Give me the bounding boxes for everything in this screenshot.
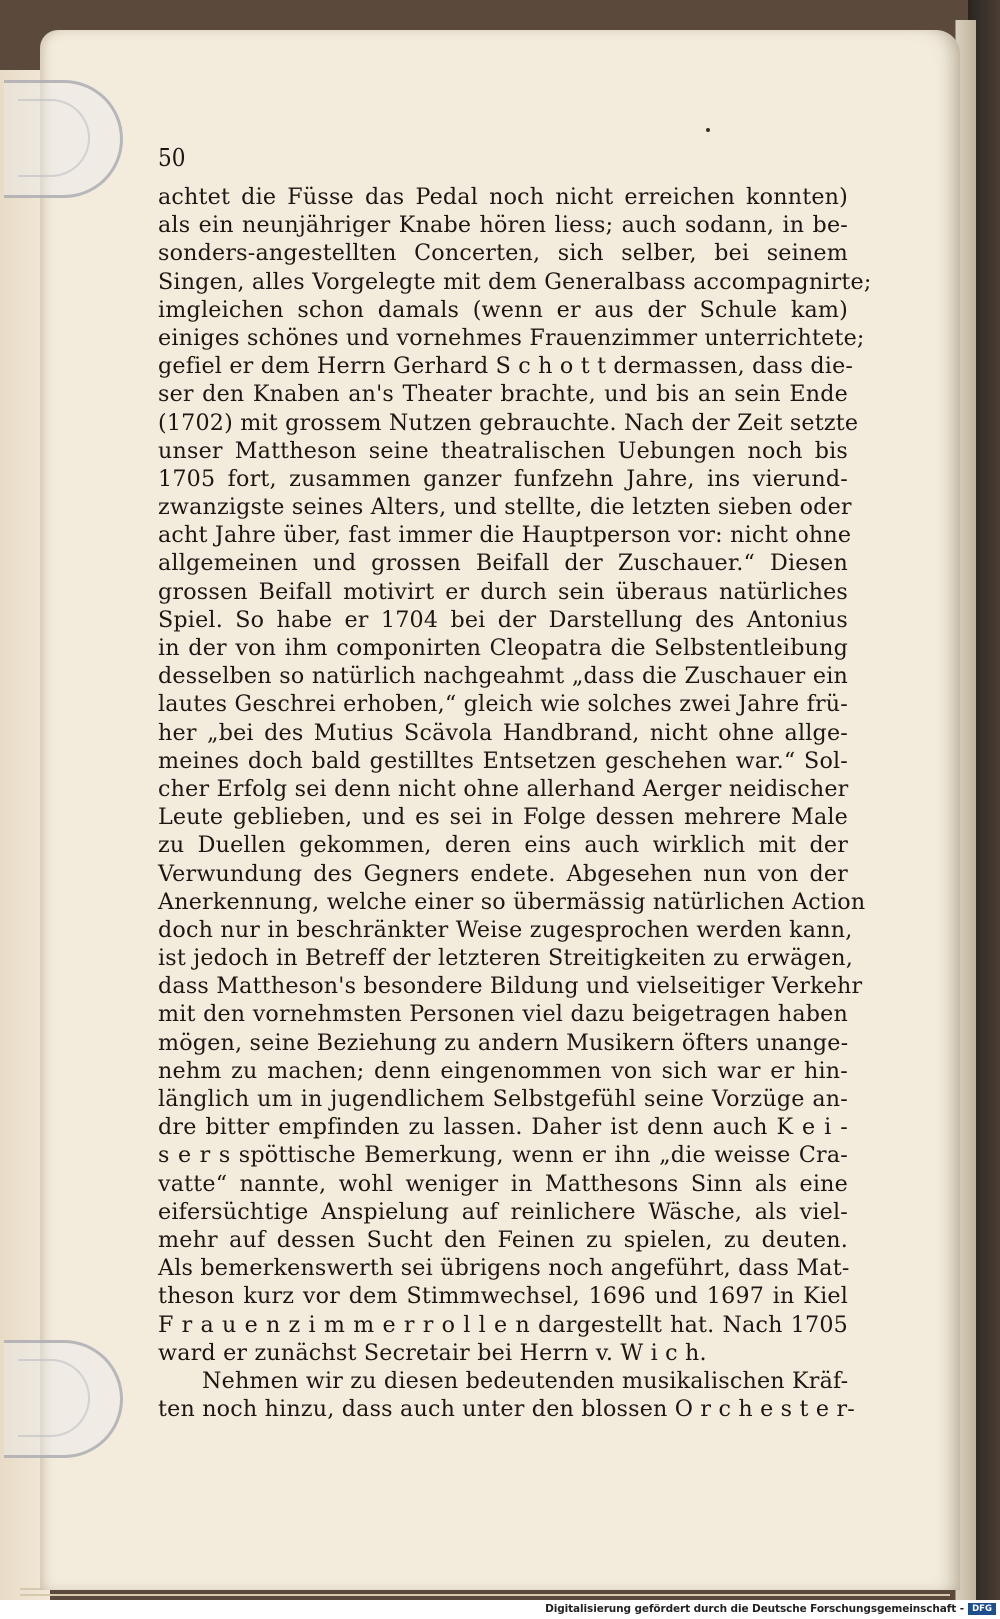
digitization-credit: Digitalisierung gefördert durch die Deutsche Forschungsgemeinschaft - [545, 1603, 964, 1615]
text-line: cher Erfolg sei denn nicht ohne allerhand Aerger neidischer [158, 775, 849, 802]
text-line: her „bei des Mutius Scävola Handbrand, nicht ohne allge- [158, 719, 848, 746]
text-line: dre bitter empfinden zu lassen. Daher ist denn auch K e i - [158, 1114, 848, 1141]
text-line: acht Jahre über, fast immer die Hauptperson vor: nicht ohne [158, 522, 852, 549]
text-line: grossen Beifall motivirt er durch sein überaus natürliches [158, 578, 848, 605]
text-line: sonders-angestellten Concerten, sich selber, bei seinem [158, 240, 848, 267]
text-line: mit den vornehmsten Personen viel dazu beigetragen haben [158, 1001, 848, 1028]
text-line: zwanzigste seines Alters, und stellte, die letzten sieben oder [158, 494, 852, 521]
text-line: länglich um in jugendlichem Selbstgefühl seine Vorzüge an- [158, 1086, 848, 1112]
text-line: mögen, seine Beziehung zu andern Musikern öfters unange- [158, 1029, 849, 1056]
text-line: doch nur in beschränkter Weise zugesprochen werden kann, [158, 916, 853, 943]
text-line: ist jedoch in Betreff der letzteren Streitigkeiten zu erwägen, [158, 945, 854, 972]
text-line: ten noch hinzu, dass auch unter den blossen O r c h e s t e r- [158, 1396, 855, 1423]
text-line: s e r s spöttische Bemerkung, wenn er ihn „die weisse Cra- [158, 1142, 848, 1169]
text-line: dass Mattheson's besondere Bildung und vielseitiger Verkehr [158, 973, 863, 1000]
text-line: Singen, alles Vorgelegte mit dem Generalbass accompagnirte; [158, 268, 872, 295]
text-line: Spiel. So habe er 1704 bei der Darstellung des Antonius [158, 606, 848, 633]
text-line: nehm zu machen; denn eingenommen von sich war er hin- [158, 1057, 848, 1084]
body-text [158, 183, 872, 1423]
text-line: Nehmen wir zu diesen bedeutenden musikalischen Kräf- [202, 1367, 849, 1394]
paper-clip-bottom [4, 1340, 123, 1458]
text-line: als ein neunjähriger Knabe hören liess; auch sodann, in be- [158, 212, 848, 239]
text-line: eifersüchtige Anspielung auf reinlichere Wäsche, als viel- [158, 1198, 848, 1225]
text-line: vatte“ nannte, wohl weniger in Matthesons Sinn als eine [158, 1170, 848, 1197]
text-line: Leute geblieben, und es sei in Folge dessen mehrere Male [158, 804, 848, 831]
text-line: unser Mattheson seine theatralischen Uebungen noch bis [158, 437, 848, 464]
text-line: Verwundung des Gegners endete. Abgesehen nun von der [158, 860, 848, 887]
text-line: desselben so natürlich nachgeahmt „dass die Zuschauer ein [158, 663, 848, 690]
text-line: ward er zunächst Secretair bei Herrn v. W i c h. [158, 1339, 707, 1366]
text-line: allgemeinen und grossen Beifall der Zuschauer.“ Diesen [158, 550, 848, 577]
text-line: ser den Knaben an's Theater brachte, und bis an sein Ende [158, 381, 848, 408]
paper-clip-top [4, 80, 123, 198]
page-stack-line [20, 1594, 950, 1596]
text-line: theson kurz vor dem Stimmwechsel, 1696 und 1697 in Kiel [158, 1283, 848, 1310]
page-number: 50 [158, 144, 186, 172]
text-line: meines doch bald gestilltes Entsetzen geschehen war.“ Sol- [158, 747, 848, 774]
text-line: Als bemerkenswerth sei übrigens noch angeführt, dass Mat- [158, 1255, 850, 1282]
text-line: einiges schönes und vornehmes Frauenzimmer unterrichtete; [158, 324, 865, 351]
text-line: in der von ihm componirten Cleopatra die Selbstentleibung [158, 635, 848, 661]
text-line: lautes Geschrei erhoben,“ gleich wie solches zwei Jahre frü- [158, 691, 848, 718]
text-line: zu Duellen gekommen, deren eins auch wirklich mit der [158, 832, 848, 859]
text-line: imgleichen schon damals (wenn er aus der Schule kam) [158, 296, 848, 323]
dfg-logo: DFG [968, 1603, 996, 1615]
text-line: (1702) mit grossem Nutzen gebrauchte. Nach der Zeit setzte [158, 409, 859, 436]
text-line: F r a u e n z i m m e r r o l l e n dargestellt hat. Nach 1705 [158, 1311, 848, 1338]
text-line: gefiel er dem Herrn Gerhard S c h o t t dermassen, dass die- [158, 353, 854, 380]
text-line: Anerkennung, welche einer so übermässig natürlichen Action [158, 888, 866, 915]
text-line: mehr auf dessen Sucht den Feinen zu spielen, zu deuten. [158, 1226, 848, 1253]
text-line: 1705 fort, zusammen ganzer funfzehn Jahre, ins vierund- [158, 465, 848, 492]
ink-spot [706, 128, 710, 132]
text-line: achtet die Füsse das Pedal noch nicht erreichen konnten) [158, 184, 848, 210]
